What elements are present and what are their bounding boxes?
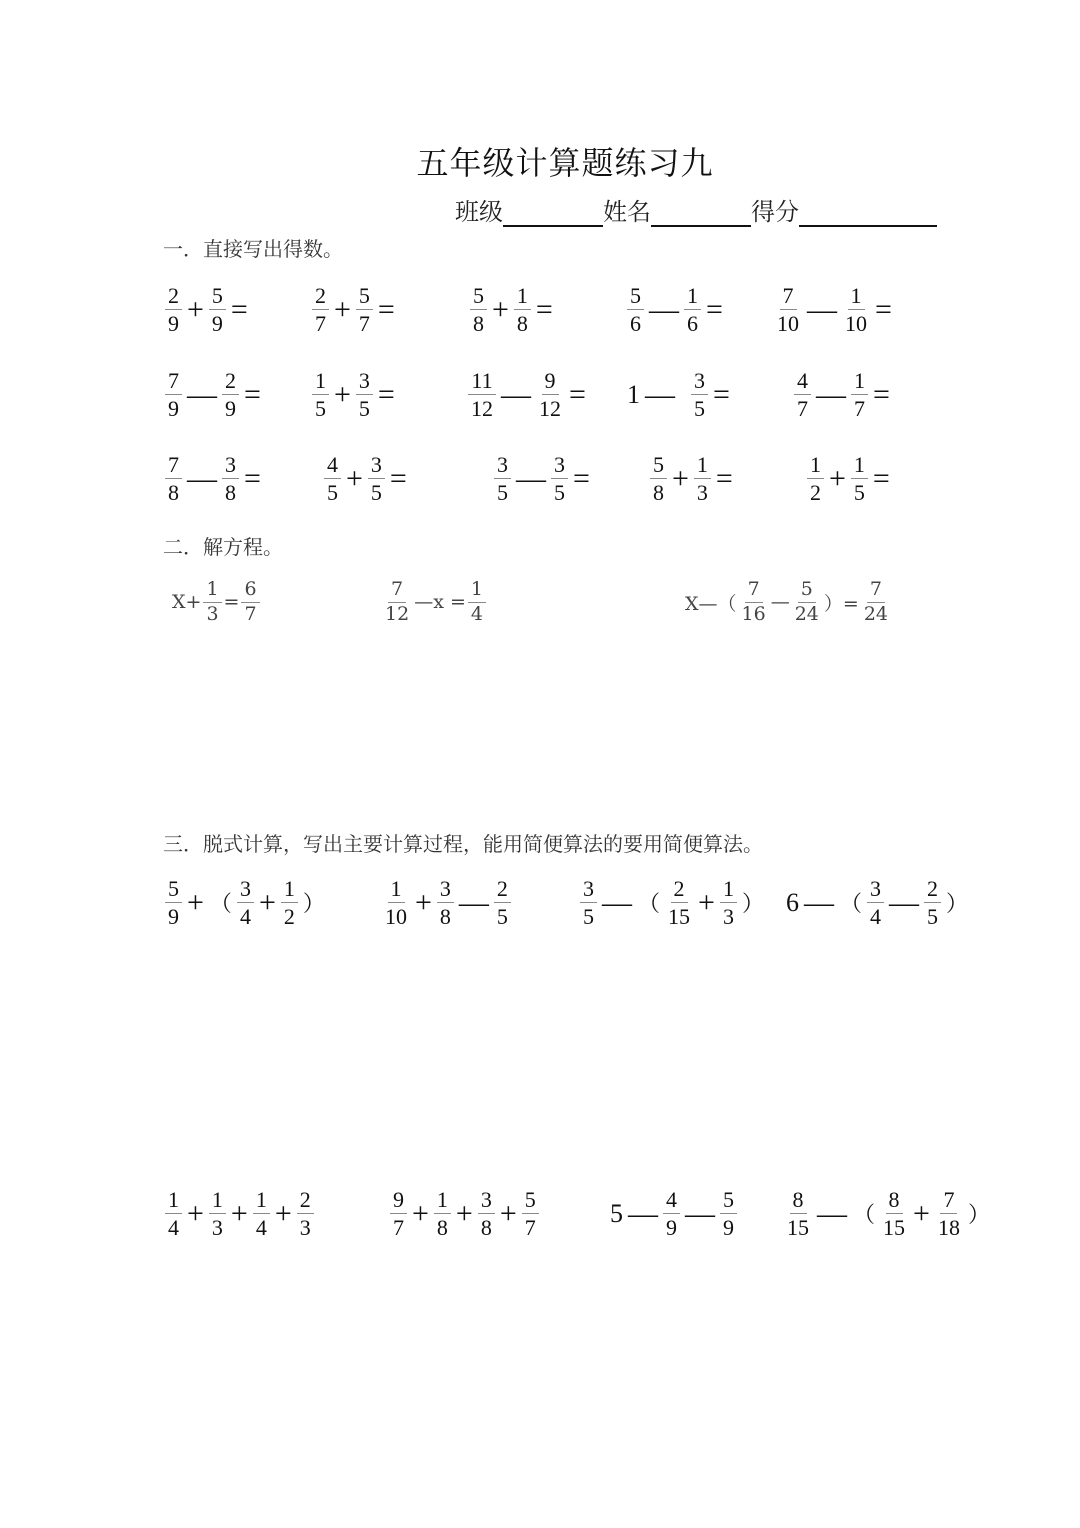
fraction (165, 284, 182, 335)
numerator: 2 (494, 877, 511, 903)
numerator: 1 (312, 369, 329, 395)
fraction (536, 369, 564, 420)
whole-number: 1 (627, 379, 640, 409)
equals-sign: = (377, 292, 395, 326)
denominator: 9 (225, 396, 236, 422)
denominator: 3 (211, 1215, 223, 1241)
section-2-heading: 二．解方程。 (163, 537, 283, 559)
denominator: 10 (845, 311, 867, 337)
fraction (468, 369, 496, 420)
numerator: 1 (694, 453, 711, 479)
spacer (678, 382, 689, 408)
denominator: 10 (385, 904, 407, 930)
numerator: 11 (468, 369, 495, 395)
minus-sign: — (645, 377, 675, 411)
numerator: 3 (222, 453, 239, 479)
minus-sign: — (649, 292, 679, 326)
fraction (356, 369, 373, 420)
minus-sign: — (458, 885, 489, 919)
denominator: 5 (927, 904, 939, 930)
fraction (580, 877, 597, 928)
equals-sign: = (872, 461, 890, 495)
denominator: 8 (480, 1215, 492, 1241)
fraction (165, 1188, 182, 1239)
equation-item (172, 580, 262, 625)
section-1-heading: 一．直接写出得数。 (163, 239, 343, 261)
equals-sign: = (244, 461, 261, 495)
plus-sign: + (672, 461, 689, 495)
denominator: 4 (870, 904, 882, 930)
score-label: 得分 (751, 200, 799, 226)
numerator: 7 (165, 453, 182, 479)
denominator: 8 (439, 904, 451, 930)
fraction (382, 580, 412, 625)
numerator: 5 (720, 1188, 737, 1214)
fraction (851, 453, 868, 504)
denominator: 9 (211, 311, 223, 337)
numerator: 2 (222, 369, 239, 395)
equals-sign: = (713, 377, 730, 411)
fraction (522, 1188, 539, 1239)
problem-item (792, 369, 893, 420)
denominator: 4 (239, 904, 251, 930)
numerator: 1 (851, 453, 868, 479)
denominator: 18 (937, 1215, 960, 1241)
calculation-item (388, 1188, 541, 1239)
equals-sign: = (873, 377, 890, 411)
denominator: 15 (787, 1215, 809, 1241)
denominator: 4 (470, 602, 483, 625)
denominator: 3 (206, 602, 219, 625)
fraction (494, 877, 511, 928)
student-info-line (455, 192, 937, 227)
denominator: 4 (168, 1215, 179, 1241)
minus-sign: — (187, 461, 217, 495)
denominator: 7 (854, 396, 865, 422)
fraction (774, 284, 802, 335)
denominator: 7 (244, 602, 257, 625)
problem-item (648, 453, 736, 504)
plus-sign: + (415, 885, 432, 919)
denominator: 7 (797, 396, 808, 422)
equals-sign: = (389, 461, 407, 495)
denominator: 7 (358, 311, 370, 337)
numerator: 3 (478, 1188, 495, 1214)
denominator: 8 (516, 311, 528, 337)
class-label: 班级 (455, 200, 503, 226)
numerator: 4 (663, 1188, 680, 1214)
numerator: 7 (165, 369, 182, 395)
numerator: 3 (580, 877, 597, 903)
problem-item (310, 284, 398, 335)
fraction (222, 369, 239, 420)
numerator: 7 (940, 1188, 957, 1214)
problem-item (322, 453, 410, 504)
equation-operator: — (770, 591, 790, 614)
problem-item (310, 369, 398, 420)
numerator: 9 (542, 369, 559, 395)
fraction (514, 284, 531, 335)
fraction (807, 453, 824, 504)
denominator: 7 (524, 1215, 536, 1241)
numerator: 2 (165, 284, 182, 310)
equals-sign: = (244, 377, 261, 411)
fraction (478, 1188, 495, 1239)
numerator: 1 (851, 369, 868, 395)
numerator: 7 (780, 284, 797, 310)
fraction (720, 1188, 737, 1239)
calculation-item (380, 877, 513, 928)
numerator: 3 (237, 877, 254, 903)
minus-sign: — (807, 292, 837, 326)
fraction (720, 877, 737, 928)
fraction (494, 453, 511, 504)
fraction (165, 453, 182, 504)
denominator: 12 (471, 396, 493, 422)
plus-sign: + (412, 1196, 429, 1230)
plus-sign: + (258, 885, 276, 919)
denominator: 15 (883, 1215, 906, 1241)
minus-sign: — (804, 885, 834, 919)
fraction (390, 1188, 407, 1239)
denominator: 12 (385, 602, 410, 625)
numerator: 1 (281, 877, 298, 903)
equation-operator: = (223, 591, 240, 614)
numerator: 3 (551, 453, 568, 479)
equation-item (685, 580, 893, 625)
fraction (792, 580, 822, 625)
fraction (241, 580, 259, 625)
calculation-item (610, 1188, 739, 1239)
numerator: 1 (514, 284, 531, 310)
fraction (684, 284, 701, 335)
denominator: 2 (810, 480, 821, 506)
fraction (209, 1188, 226, 1239)
fraction (663, 1188, 680, 1239)
fraction (470, 284, 487, 335)
minus-sign: — (816, 377, 846, 411)
fraction (281, 877, 298, 928)
numerator: 3 (494, 453, 511, 479)
problem-item (625, 284, 726, 335)
denominator: 15 (668, 904, 691, 930)
plus-sign: + (334, 377, 351, 411)
fraction (851, 369, 868, 420)
fraction (437, 877, 454, 928)
denominator: 8 (473, 311, 484, 337)
numerator: 5 (650, 453, 667, 479)
denominator: 7 (393, 1215, 404, 1241)
denominator: 9 (168, 311, 179, 337)
plus-sign: + (230, 1196, 248, 1230)
calculation-item (163, 1188, 316, 1239)
fraction (237, 877, 254, 928)
denominator: 12 (539, 396, 561, 422)
plus-sign: + (334, 292, 351, 326)
numerator: 1 (203, 580, 221, 603)
plus-sign: + (829, 461, 846, 495)
problem-item (466, 369, 589, 420)
fraction (382, 877, 410, 928)
numerator: 5 (209, 284, 226, 310)
numerator: 2 (924, 877, 941, 903)
denominator: 16 (741, 602, 766, 625)
minus-sign: — (501, 377, 531, 411)
fraction (627, 284, 644, 335)
numerator: 2 (312, 284, 329, 310)
denominator: 4 (255, 1215, 267, 1241)
whole-number: 6 (786, 887, 799, 917)
denominator: 6 (630, 311, 641, 337)
numerator: 5 (627, 284, 644, 310)
denominator: 3 (299, 1215, 311, 1241)
numerator: 8 (790, 1188, 807, 1214)
numerator: 5 (798, 580, 816, 603)
denominator: 2 (283, 904, 295, 930)
plus-sign: + (187, 292, 204, 326)
numerator: 3 (356, 369, 373, 395)
minus-sign: — (602, 885, 632, 919)
fraction (867, 877, 884, 928)
denominator: 3 (696, 480, 708, 506)
equals-sign: = (715, 461, 733, 495)
left-paren: （ (638, 891, 661, 917)
numerator: 1 (848, 284, 865, 310)
fraction (861, 580, 891, 625)
problem-item (163, 284, 251, 335)
denominator: 9 (168, 904, 179, 930)
equation-prefix: X—（ (685, 592, 737, 615)
equals-sign: = (569, 377, 586, 411)
fraction (203, 580, 221, 625)
left-paren: （ (209, 891, 232, 917)
fraction (650, 453, 667, 504)
class-blank[interactable] (503, 199, 603, 227)
problem-item (772, 284, 895, 335)
fraction (468, 580, 486, 625)
fraction (691, 369, 708, 420)
fraction (842, 284, 870, 335)
fraction (312, 369, 329, 420)
minus-sign: — (516, 461, 546, 495)
equals-sign: = (377, 377, 395, 411)
numerator: 3 (867, 877, 884, 903)
denominator: 3 (722, 904, 734, 930)
plus-sign: + (346, 461, 363, 495)
fraction (165, 369, 182, 420)
numerator: 6 (241, 580, 259, 603)
plus-sign: + (913, 1196, 930, 1230)
numerator: 1 (807, 453, 824, 479)
denominator: 8 (653, 480, 664, 506)
plus-sign: + (187, 885, 204, 919)
fraction (434, 1188, 451, 1239)
numerator: 5 (522, 1188, 539, 1214)
numerator: 9 (390, 1188, 407, 1214)
equals-sign: = (706, 292, 723, 326)
numerator: 5 (470, 284, 487, 310)
denominator: 7 (315, 311, 326, 337)
numerator: 4 (324, 453, 341, 479)
fraction (297, 1188, 314, 1239)
numerator: 7 (867, 580, 885, 603)
denominator: 5 (315, 396, 326, 422)
fraction (739, 580, 769, 625)
left-paren: （ (853, 1202, 876, 1228)
fraction (222, 453, 239, 504)
numerator: 1 (468, 580, 486, 603)
denominator: 6 (687, 311, 698, 337)
numerator: 1 (684, 284, 701, 310)
calculation-item (782, 1188, 993, 1239)
problem-item (492, 453, 593, 504)
denominator: 5 (327, 480, 338, 506)
plus-sign: + (274, 1196, 292, 1230)
section-3-heading: 三．脱式计算，写出主要计算过程，能用简便算法的要用简便算法。 (163, 834, 763, 856)
numerator: 1 (388, 877, 405, 903)
fraction (694, 453, 711, 504)
numerator: 5 (165, 877, 182, 903)
denominator: 5 (358, 396, 370, 422)
denominator: 5 (554, 480, 565, 506)
numerator: 1 (434, 1188, 451, 1214)
equals-sign: = (875, 292, 892, 326)
fraction (935, 1188, 963, 1239)
page-title: 五年级计算题练习九 (416, 145, 714, 181)
numerator: 3 (437, 877, 454, 903)
denominator: 10 (777, 311, 799, 337)
numerator: 1 (253, 1188, 270, 1214)
denominator: 5 (496, 904, 508, 930)
fraction (368, 453, 385, 504)
calculation-item (786, 877, 971, 928)
minus-sign: — (817, 1196, 847, 1230)
fraction (551, 453, 568, 504)
fraction (209, 284, 226, 335)
problem-item (163, 369, 264, 420)
numerator: 2 (297, 1188, 314, 1214)
denominator: 8 (225, 480, 236, 506)
name-label: 姓名 (603, 200, 651, 226)
equation-operator: —x = (414, 591, 466, 614)
fraction (794, 369, 811, 420)
numerator: 1 (165, 1188, 182, 1214)
fraction (324, 453, 341, 504)
calculation-item (163, 877, 328, 928)
fraction (356, 284, 373, 335)
numerator: 7 (388, 580, 406, 603)
left-paren: （ (840, 891, 863, 917)
fraction (784, 1188, 812, 1239)
equation-item (380, 580, 488, 625)
denominator: 8 (436, 1215, 448, 1241)
denominator: 9 (723, 1215, 734, 1241)
plus-sign: + (698, 885, 715, 919)
right-paren: ） (967, 1202, 990, 1228)
denominator: 5 (497, 480, 508, 506)
problem-item (805, 453, 893, 504)
problem-item (468, 284, 556, 335)
plus-sign: + (187, 1196, 204, 1230)
numerator: 1 (209, 1188, 226, 1214)
fraction (253, 1188, 270, 1239)
denominator: 9 (666, 1215, 677, 1241)
numerator: 3 (368, 453, 385, 479)
plus-sign: + (499, 1196, 517, 1230)
numerator: 7 (745, 580, 763, 603)
fraction (924, 877, 941, 928)
numerator: 4 (794, 369, 811, 395)
score-blank[interactable] (799, 199, 937, 227)
denominator: 5 (853, 480, 865, 506)
numerator: 8 (886, 1188, 903, 1214)
denominator: 8 (168, 480, 179, 506)
right-paren: ） (946, 891, 969, 917)
minus-sign: — (685, 1196, 715, 1230)
equation-prefix: X+ (172, 591, 202, 614)
equals-sign: = (573, 461, 590, 495)
denominator: 5 (694, 396, 705, 422)
numerator: 5 (356, 284, 373, 310)
minus-sign: — (187, 377, 217, 411)
plus-sign: + (492, 292, 509, 326)
denominator: 5 (370, 480, 382, 506)
right-paren: ） (302, 891, 325, 917)
denominator: 24 (794, 602, 819, 625)
whole-number: 5 (610, 1198, 623, 1228)
denominator: 24 (863, 602, 889, 625)
numerator: 2 (671, 877, 688, 903)
numerator: 1 (720, 877, 737, 903)
calculation-item (578, 877, 767, 928)
minus-sign: — (889, 885, 920, 919)
fraction (165, 877, 182, 928)
name-blank[interactable] (651, 199, 751, 227)
equals-sign: = (230, 292, 248, 326)
right-paren: ） (741, 891, 764, 917)
minus-sign: — (628, 1196, 658, 1230)
fraction (665, 877, 693, 928)
equation-operator: ）= (823, 592, 859, 615)
equals-sign: = (535, 292, 553, 326)
problem-item (163, 453, 264, 504)
denominator: 9 (168, 396, 179, 422)
numerator: 3 (691, 369, 708, 395)
denominator: 5 (583, 904, 594, 930)
fraction (880, 1188, 908, 1239)
plus-sign: + (455, 1196, 473, 1230)
problem-item (627, 369, 733, 420)
fraction (312, 284, 329, 335)
